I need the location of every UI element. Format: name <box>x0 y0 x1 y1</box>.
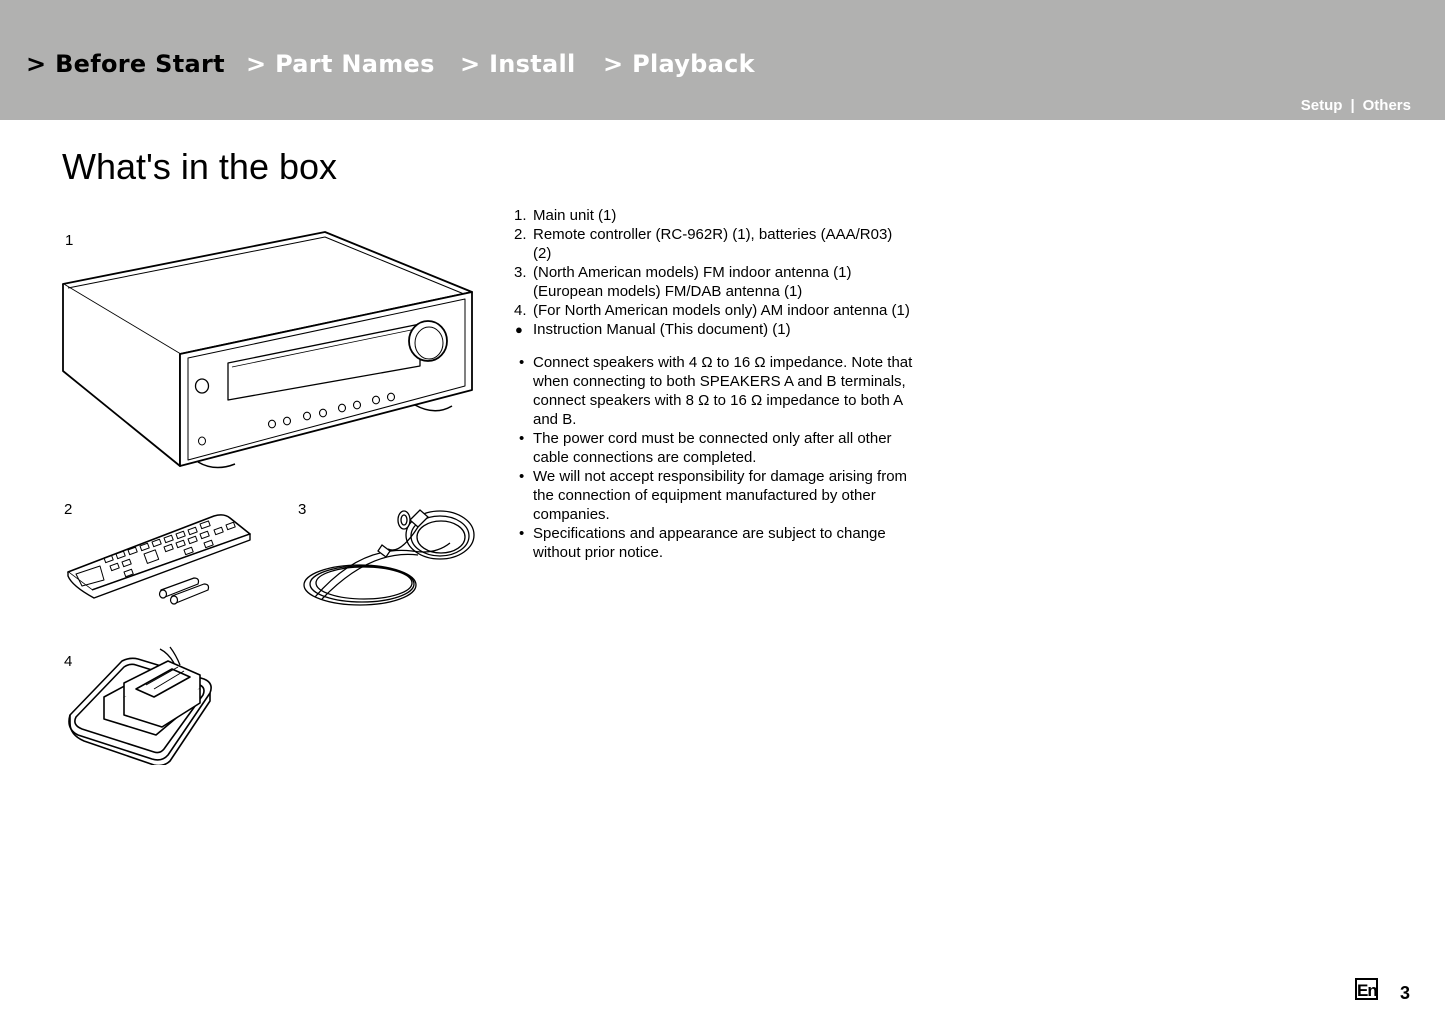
sublink-separator: | <box>1350 97 1355 114</box>
note-item <box>514 353 944 429</box>
note-text: connect speakers with 8 Ω to 16 Ω impedance to both A <box>533 392 904 409</box>
note-item <box>514 429 944 467</box>
page-title: What's in the box <box>62 146 338 187</box>
list-item-number: 3. <box>514 264 527 281</box>
link-setup[interactable]: Setup <box>1300 97 1343 114</box>
list-item-text: (For North American models only) AM indoor antenna (1) <box>533 302 910 319</box>
list-item-text: (European models) FM/DAB antenna (1) <box>533 283 803 300</box>
bullet-icon: • <box>519 468 525 485</box>
bullet-icon: ● <box>515 322 523 337</box>
nav-install[interactable]: > Install <box>460 50 576 78</box>
figure-label-1: 1 <box>65 232 74 249</box>
list-item <box>514 263 944 301</box>
nav-before-start[interactable]: > Before Start <box>26 50 225 78</box>
list-item-text: Remote controller (RC-962R) (1), batteries (AAA/R03) <box>533 226 893 243</box>
note-item <box>514 467 944 524</box>
list-item-text: Main unit (1) <box>533 207 617 224</box>
am-antenna-illustration <box>64 645 224 765</box>
bullet-icon: • <box>519 430 525 447</box>
list-item-number: 1. <box>514 207 527 224</box>
list-item-text: (North American models) FM indoor antenna (1) <box>533 264 852 281</box>
nav-part-names[interactable]: > Part Names <box>246 50 435 78</box>
page-number: 3 <box>1400 983 1411 1003</box>
list-item <box>514 320 944 339</box>
link-others[interactable]: Others <box>1362 97 1411 114</box>
note-item <box>514 524 944 562</box>
language-badge: En <box>1355 978 1378 1000</box>
note-text: Connect speakers with 4 Ω to 16 Ω impedance. Note that <box>533 354 913 371</box>
note-text: without prior notice. <box>533 544 664 561</box>
note-text: companies. <box>533 506 610 523</box>
figure-label-4: 4 <box>64 653 73 670</box>
note-text: The power cord must be connected only after all other <box>533 430 892 447</box>
note-text: and B. <box>533 411 577 428</box>
figure-label-2: 2 <box>64 501 73 518</box>
fm-antenna-illustration <box>300 505 480 610</box>
main-unit-illustration <box>60 228 480 473</box>
notes-list <box>514 353 944 562</box>
remote-controller-illustration <box>64 510 256 610</box>
note-text: We will not accept responsibility for damage arising from <box>533 468 908 485</box>
nav-playback[interactable]: > Playback <box>603 50 755 78</box>
contents-list <box>514 206 944 339</box>
list-item-text: (2) <box>533 245 552 262</box>
list-item-number: 2. <box>514 226 527 243</box>
list-item <box>514 206 944 225</box>
note-text: when connecting to both SPEAKERS A and B terminals, <box>533 373 906 390</box>
list-item-text: Instruction Manual (This document) (1) <box>533 321 791 338</box>
list-item <box>514 301 944 320</box>
bullet-icon: • <box>519 354 525 371</box>
figure-label-3: 3 <box>298 501 307 518</box>
note-text: the connection of equipment manufactured by other <box>533 487 876 504</box>
list-item <box>514 225 944 263</box>
top-navigation-bar <box>0 0 1445 120</box>
note-text: Specifications and appearance are subject to change <box>533 525 886 542</box>
bullet-icon: • <box>519 525 525 542</box>
note-text: cable connections are completed. <box>533 449 757 466</box>
sub-navigation <box>1301 97 1411 114</box>
list-item-number: 4. <box>514 302 527 319</box>
